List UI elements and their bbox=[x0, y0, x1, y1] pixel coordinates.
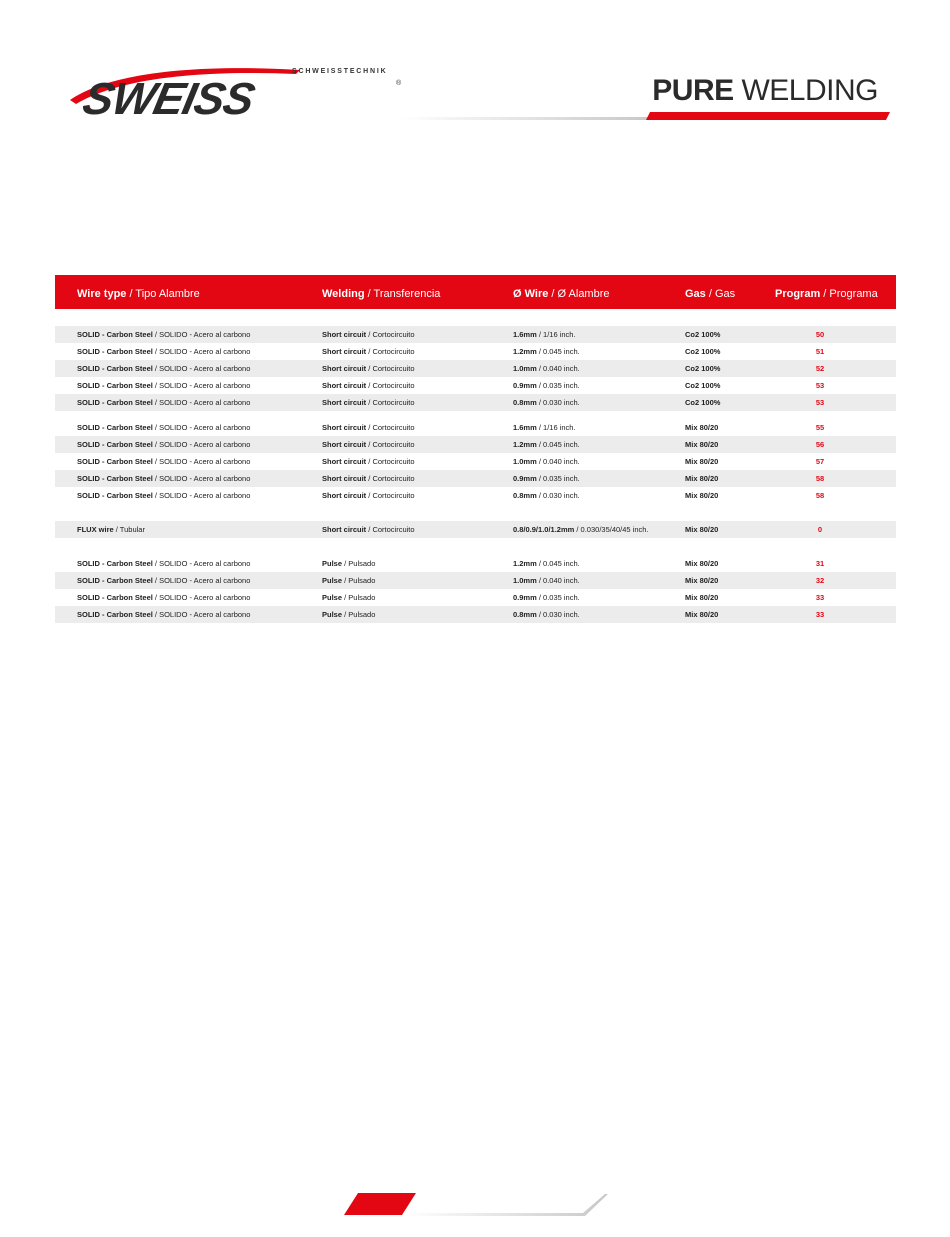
table-header bbox=[55, 275, 896, 309]
table-row bbox=[55, 572, 896, 589]
cell-program: 33 bbox=[815, 593, 825, 602]
header-wire-type: Wire type / Tipo Alambre bbox=[77, 288, 200, 300]
cell-wire-diameter: 0.8mm / 0.030 inch. bbox=[513, 610, 580, 619]
cell-welding: Pulse / Pulsado bbox=[322, 576, 376, 585]
cell-wire-diameter: 0.9mm / 0.035 inch. bbox=[513, 593, 580, 602]
cell-welding: Short circuit / Cortocircuito bbox=[322, 330, 415, 339]
table-row bbox=[55, 521, 896, 538]
cell-wire-type: SOLID - Carbon Steel / SOLIDO - Acero al carbono bbox=[77, 576, 251, 585]
cell-wire-type: SOLID - Carbon Steel / SOLIDO - Acero al carbono bbox=[77, 559, 251, 568]
cell-wire-diameter: 0.8/0.9/1.0/1.2mm / 0.030/35/40/45 inch. bbox=[513, 525, 649, 534]
cell-program: 53 bbox=[815, 381, 825, 390]
cell-wire-type: SOLID - Carbon Steel / SOLIDO - Acero al carbono bbox=[77, 381, 251, 390]
cell-gas: Mix 80/20 bbox=[685, 576, 719, 585]
group-spacer bbox=[55, 538, 896, 555]
cell-wire-diameter: 0.8mm / 0.030 inch. bbox=[513, 398, 580, 407]
table-row bbox=[55, 377, 896, 394]
cell-welding: Pulse / Pulsado bbox=[322, 593, 376, 602]
table-row bbox=[55, 453, 896, 470]
table-body bbox=[55, 326, 896, 623]
cell-gas: Mix 80/20 bbox=[685, 491, 719, 500]
table-row bbox=[55, 436, 896, 453]
cell-wire-diameter: 1.6mm / 1/16 inch. bbox=[513, 330, 576, 339]
cell-wire-type: SOLID - Carbon Steel / SOLIDO - Acero al carbono bbox=[77, 491, 251, 500]
cell-wire-type: SOLID - Carbon Steel / SOLIDO - Acero al carbono bbox=[77, 610, 251, 619]
cell-gas: Mix 80/20 bbox=[685, 559, 719, 568]
welding-programs-table bbox=[55, 275, 896, 623]
header-welding: Welding / Transferencia bbox=[322, 288, 441, 300]
table-row bbox=[55, 487, 896, 504]
cell-gas: Mix 80/20 bbox=[685, 457, 719, 466]
cell-welding: Short circuit / Cortocircuito bbox=[322, 423, 415, 432]
cell-gas: Co2 100% bbox=[685, 364, 721, 373]
tagline-rest: WELDING bbox=[733, 74, 878, 107]
cell-program: 33 bbox=[815, 610, 825, 619]
group-spacer bbox=[55, 411, 896, 419]
cell-wire-type: SOLID - Carbon Steel / SOLIDO - Acero al carbono bbox=[77, 364, 251, 373]
cell-wire-type: SOLID - Carbon Steel / SOLIDO - Acero al carbono bbox=[77, 457, 251, 466]
cell-wire-type: SOLID - Carbon Steel / SOLIDO - Acero al carbono bbox=[77, 440, 251, 449]
cell-welding: Short circuit / Cortocircuito bbox=[322, 474, 415, 483]
cell-welding: Short circuit / Cortocircuito bbox=[322, 347, 415, 356]
cell-wire-diameter: 1.2mm / 0.045 inch. bbox=[513, 347, 580, 356]
logo-wordmark: SWEISS bbox=[78, 73, 259, 124]
cell-wire-diameter: 0.8mm / 0.030 inch. bbox=[513, 491, 580, 500]
cell-gas: Mix 80/20 bbox=[685, 610, 719, 619]
cell-gas: Mix 80/20 bbox=[685, 593, 719, 602]
cell-program: 55 bbox=[815, 423, 825, 432]
cell-welding: Short circuit / Cortocircuito bbox=[322, 525, 415, 534]
cell-wire-diameter: 0.9mm / 0.035 inch. bbox=[513, 381, 580, 390]
cell-welding: Short circuit / Cortocircuito bbox=[322, 457, 415, 466]
table-row bbox=[55, 343, 896, 360]
cell-gas: Co2 100% bbox=[685, 398, 721, 407]
cell-welding: Short circuit / Cortocircuito bbox=[322, 440, 415, 449]
cell-wire-type: SOLID - Carbon Steel / SOLIDO - Acero al carbono bbox=[77, 398, 251, 407]
cell-wire-type: SOLID - Carbon Steel / SOLIDO - Acero al carbono bbox=[77, 593, 251, 602]
table-row bbox=[55, 360, 896, 377]
cell-gas: Co2 100% bbox=[685, 330, 721, 339]
cell-program: 50 bbox=[815, 330, 825, 339]
cell-gas: Mix 80/20 bbox=[685, 525, 719, 534]
cell-program: 0 bbox=[817, 525, 823, 534]
cell-welding: Short circuit / Cortocircuito bbox=[322, 381, 415, 390]
table-row bbox=[55, 419, 896, 436]
table-row bbox=[55, 589, 896, 606]
cell-wire-diameter: 1.0mm / 0.040 inch. bbox=[513, 576, 580, 585]
footer-decoration bbox=[340, 1190, 615, 1220]
cell-program: 57 bbox=[815, 457, 825, 466]
cell-wire-type: SOLID - Carbon Steel / SOLIDO - Acero al carbono bbox=[77, 423, 251, 432]
cell-gas: Mix 80/20 bbox=[685, 423, 719, 432]
cell-gas: Co2 100% bbox=[685, 347, 721, 356]
table-row bbox=[55, 555, 896, 572]
cell-wire-diameter: 0.9mm / 0.035 inch. bbox=[513, 474, 580, 483]
cell-program: 58 bbox=[815, 491, 825, 500]
cell-wire-type: FLUX wire / Tubular bbox=[77, 525, 145, 534]
cell-wire-diameter: 1.0mm / 0.040 inch. bbox=[513, 364, 580, 373]
tagline-bold: PURE bbox=[652, 74, 734, 107]
header-tagline bbox=[652, 74, 878, 108]
cell-gas: Mix 80/20 bbox=[685, 474, 719, 483]
spacer bbox=[55, 309, 896, 326]
cell-program: 52 bbox=[815, 364, 825, 373]
cell-wire-type: SOLID - Carbon Steel / SOLIDO - Acero al carbono bbox=[77, 474, 251, 483]
cell-welding: Pulse / Pulsado bbox=[322, 559, 376, 568]
cell-welding: Short circuit / Cortocircuito bbox=[322, 398, 415, 407]
header-gas: Gas / Gas bbox=[685, 288, 736, 300]
cell-gas: Co2 100% bbox=[685, 381, 721, 390]
registered-mark: ® bbox=[396, 80, 402, 87]
cell-welding: Short circuit / Cortocircuito bbox=[322, 491, 415, 500]
cell-welding: Short circuit / Cortocircuito bbox=[322, 364, 415, 373]
group-spacer bbox=[55, 504, 896, 521]
cell-wire-type: SOLID - Carbon Steel / SOLIDO - Acero al carbono bbox=[77, 347, 251, 356]
cell-wire-diameter: 1.0mm / 0.040 inch. bbox=[513, 457, 580, 466]
cell-wire-diameter: 1.6mm / 1/16 inch. bbox=[513, 423, 576, 432]
cell-program: 31 bbox=[815, 559, 825, 568]
table-row bbox=[55, 326, 896, 343]
table-row bbox=[55, 606, 896, 623]
logo-subtitle: SCHWEISSTECHNIK bbox=[292, 68, 388, 75]
cell-wire-diameter: 1.2mm / 0.045 inch. bbox=[513, 559, 580, 568]
cell-program: 53 bbox=[815, 398, 825, 407]
cell-wire-type: SOLID - Carbon Steel / SOLIDO - Acero al carbono bbox=[77, 330, 251, 339]
header-program: Program / Programa bbox=[775, 288, 878, 300]
cell-welding: Pulse / Pulsado bbox=[322, 610, 376, 619]
cell-wire-diameter: 1.2mm / 0.045 inch. bbox=[513, 440, 580, 449]
table-row bbox=[55, 470, 896, 487]
cell-gas: Mix 80/20 bbox=[685, 440, 719, 449]
cell-program: 58 bbox=[815, 474, 825, 483]
cell-program: 56 bbox=[815, 440, 825, 449]
cell-program: 32 bbox=[815, 576, 825, 585]
table-row bbox=[55, 394, 896, 411]
header-wire-diameter: Ø Wire / Ø Alambre bbox=[513, 288, 610, 300]
header-rule-graphic bbox=[400, 110, 895, 122]
cell-program: 51 bbox=[815, 347, 825, 356]
